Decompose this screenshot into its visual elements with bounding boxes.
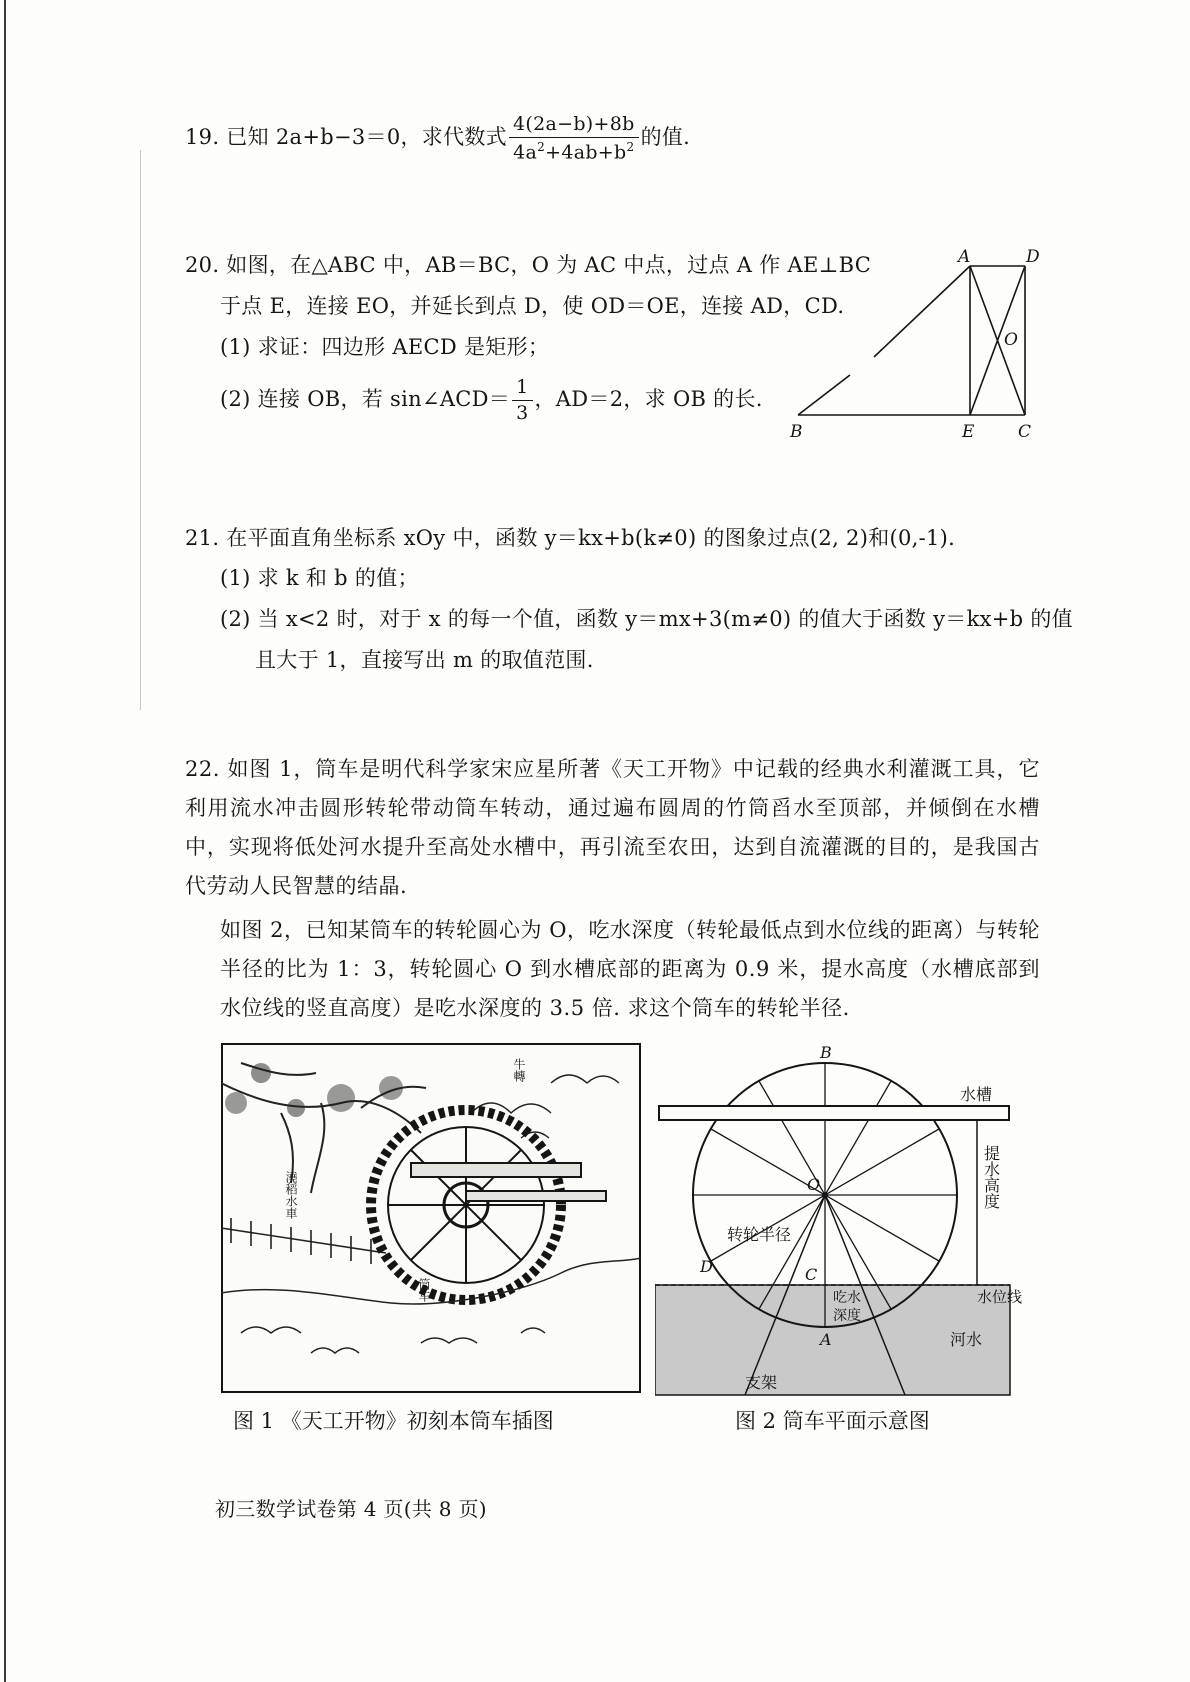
fig2-label-radius: 转轮半径 — [727, 1225, 792, 1244]
fig2-label-depth-1: 吃水 — [833, 1290, 861, 1306]
fig2-label-trough: 水槽 — [960, 1085, 993, 1104]
fig1-caption: 图 1 《天工开物》初刻本筒车插图 — [233, 1409, 554, 1433]
fig1-waterwheel-illustration — [221, 1043, 641, 1393]
fig2-label-waterline: 水位线 — [977, 1288, 1023, 1306]
label-D: D — [1026, 247, 1040, 267]
q19-denominator: $4a^2+4ab+b^2$ — [513, 139, 635, 164]
label-B: B — [790, 422, 803, 442]
fig2-label-river: 河水 — [950, 1330, 983, 1349]
page-edge-line — [4, 0, 6, 1682]
q19-numerator: 4(2a−b)+8b — [509, 115, 639, 138]
label-E: E — [962, 422, 975, 442]
label-C: C — [1018, 422, 1032, 442]
label-A: A — [958, 247, 971, 267]
q19-tail: 的值. — [640, 125, 691, 149]
question-19 — [185, 112, 690, 162]
q21-line4: 且大于 1，直接写出 m 的取值范围. — [255, 648, 594, 672]
fig2-label-O: O — [807, 1175, 821, 1194]
q22-paragraph-2: 如图 2，已知某筒车的转轮圆心为 O，吃水深度（转轮最低点到水位线的距离）与转轮半径的比为 1：3，转轮圆心 O 到水槽底部的距离为 0.9 米，提水高度（水槽底部到水位线的竖直高度）是吃水深度的 3.5 倍. 求这个筒车的转轮半径. — [220, 918, 1040, 1020]
fig2-label-lift-height: 提水高度 — [981, 1145, 1001, 1209]
fig2-label-depth-2: 深度 — [833, 1308, 861, 1324]
fig2-label-A: A — [820, 1330, 832, 1349]
q21-line3: (2) 当 x<2 时，对于 x 的每一个值，函数 y＝mx+3(m≠0) 的值大于函数 y＝kx+b 的值 — [220, 607, 1073, 631]
fig2-waterwheel-diagram — [655, 1040, 1055, 1400]
q20-line3: (1) 求证：四边形 AECD 是矩形； — [220, 335, 550, 359]
q19-lead: 19. 已知 2a+b−3＝0，求代数式 — [185, 125, 507, 149]
fig2-label-support: 支架 — [745, 1373, 778, 1392]
q20-geometry-figure — [790, 245, 1060, 445]
q22-paragraph-1: 22. 如图 1，筒车是明代科学家宋应星所著《天工开物》中记载的经典水利灌溉工具，它利用流水冲击圆形转轮带动筒车转动，通过遍布圆周的竹筒舀水至顶部，并倾倒在水槽中，实现将低处河水提升至高处水槽中，再引流至农田，达到自流灌溉的目的，是我国古代劳动人民智慧的结晶. — [185, 757, 1040, 898]
water-trough — [659, 1106, 1009, 1120]
page-footer: 初三数学试卷第 4 页(共 8 页) — [215, 1497, 487, 1521]
q20-line2: 于点 E，连接 EO，并延长到点 D，使 OD＝OE，连接 AD，CD. — [220, 294, 845, 318]
fig2-label-D: D — [700, 1257, 713, 1276]
q20-line4: (2) 连接 OB，若 sin∠ACD＝ $\frac{1}{3}$ ，AD＝2，求 OB 的长. — [220, 376, 763, 424]
page-fold-line — [140, 150, 141, 710]
label-O: O — [1004, 330, 1018, 350]
fig2-caption: 图 2 筒车平面示意图 — [735, 1409, 930, 1433]
fig1-label-ox: 牛轉 — [512, 1058, 526, 1082]
fig2-label-C: C — [805, 1265, 818, 1284]
q20-line1: 20. 如图，在△ABC 中，AB＝BC，O 为 AC 中点，过点 A 作 AE⊥BC — [185, 253, 872, 277]
fig1-label-rice: 澆稻水車 — [284, 1171, 298, 1219]
fig1-label-wheel: 筒车 — [417, 1278, 431, 1302]
q20-fraction: $\frac{1}{3}$ — [512, 378, 532, 423]
q21-line1: 21. 在平面直角坐标系 xOy 中，函数 y＝kx+b(k≠0) 的图象过点(2, 2)和(0,-1). — [185, 526, 956, 550]
q21-line2: (1) 求 k 和 b 的值； — [220, 566, 419, 590]
fig2-label-B: B — [820, 1043, 832, 1062]
q19-fraction — [509, 112, 639, 164]
